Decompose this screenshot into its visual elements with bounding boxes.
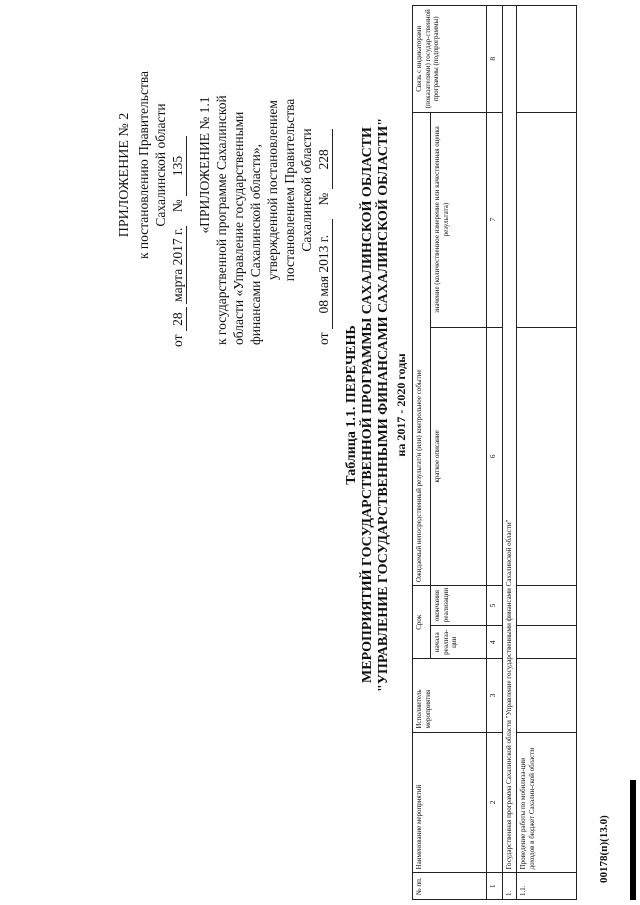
header-executor: Исполнитель мероприятия [413,659,487,732]
section-row [503,6,517,900]
col-number: 7 [487,112,503,327]
resolution-number-sign: № [170,199,185,213]
footer-code: 00178(п)(13.0) [598,815,610,883]
header-term: Срок [413,586,431,659]
appendix-1-1-title: «ПРИЛОЖЕНИЕ № 1.1 [197,96,212,234]
col-number: 2 [487,732,503,873]
row-name: Проведение работы по мобилиза-ции доходов в бюджет Сахалин-ской области [517,732,577,873]
resolution-month-year: марта 2017 г. [170,227,185,302]
program-from: от [316,332,331,345]
resolution-number: 135 [169,136,187,196]
section-num: 1. [503,873,517,900]
program-line-4: утвержденной постановлением [265,100,280,280]
col-number: 8 [487,6,503,113]
col-number: 3 [487,659,503,732]
program-line-2: области «Управление государственными [231,111,246,345]
header-start: начала реализа-ции [431,626,487,659]
header-brief: краткое описание [431,327,487,585]
header-end: окончания реализации [431,586,487,626]
col-number: 1 [487,873,503,900]
scan-edge-bar [630,780,636,900]
program-line-1: к государственной программе Сахалинской [214,95,229,345]
resolution-line-1: к постановлению Правительства [136,70,151,260]
row-link [517,6,577,113]
title-line-4: на 2017 - 2020 годы [394,353,408,457]
header-row-1 [413,6,431,900]
program-line-3: финансами Сахалинской области», [248,143,263,345]
program-number-sign: № [316,192,331,206]
row-value [517,112,577,327]
col-number: 4 [487,626,503,659]
header-result: Ожидаемый непосредственный результат/и (или) контрольное событие [413,112,431,586]
header-num: № пп. [413,873,487,900]
program-date: 08 мая 2013 г. [315,219,333,329]
header-link: Связь с индикаторами (показателями) государ-ственной программы (подпрограммы) [413,6,487,113]
resolution-day: 28 [169,307,187,331]
table-row [517,6,577,900]
resolution-date-line [169,27,187,347]
resolution-from: от [170,334,185,347]
row-num: 1.1. [517,873,577,900]
header-value: значение (количественное измерение или качественная оценка результата) [431,112,487,327]
col-number: 5 [487,586,503,626]
col-number: 6 [487,327,503,585]
resolution-line-2: Сахалинской области [153,103,168,227]
row-end [517,586,577,626]
measures-table [412,5,577,900]
column-numbers-row [487,6,503,900]
title-line-2: МЕРОПРИЯТИЙ ГОСУДАРСТВЕННОЙ ПРОГРАММЫ САХАЛИНСКОЙ ОБЛАСТИ [360,127,375,683]
row-start [517,626,577,659]
program-line-5: постановлением Правительства [282,98,297,282]
row-brief [517,327,577,585]
section-title: Государственная программа Сахалинской области "Управление государственными финансами Сахалинской области" [503,6,517,873]
title-line-3: "УПРАВЛЕНИЕ ГОСУДАРСТВЕННЫМИ ФИНАНСАМИ САХАЛИНСКОЙ ОБЛАСТИ" [376,118,391,692]
appendix-2-title: ПРИЛОЖЕНИЕ № 2 [117,112,132,238]
row-executor [517,659,577,732]
program-line-6: Сахалинской области [299,128,314,252]
program-number: 228 [315,129,333,189]
header-name: Наименование мероприятий [413,732,487,873]
table-caption: Таблица 1.1. ПЕРЕЧЕНЬ [344,325,359,485]
program-date-line [315,25,333,345]
